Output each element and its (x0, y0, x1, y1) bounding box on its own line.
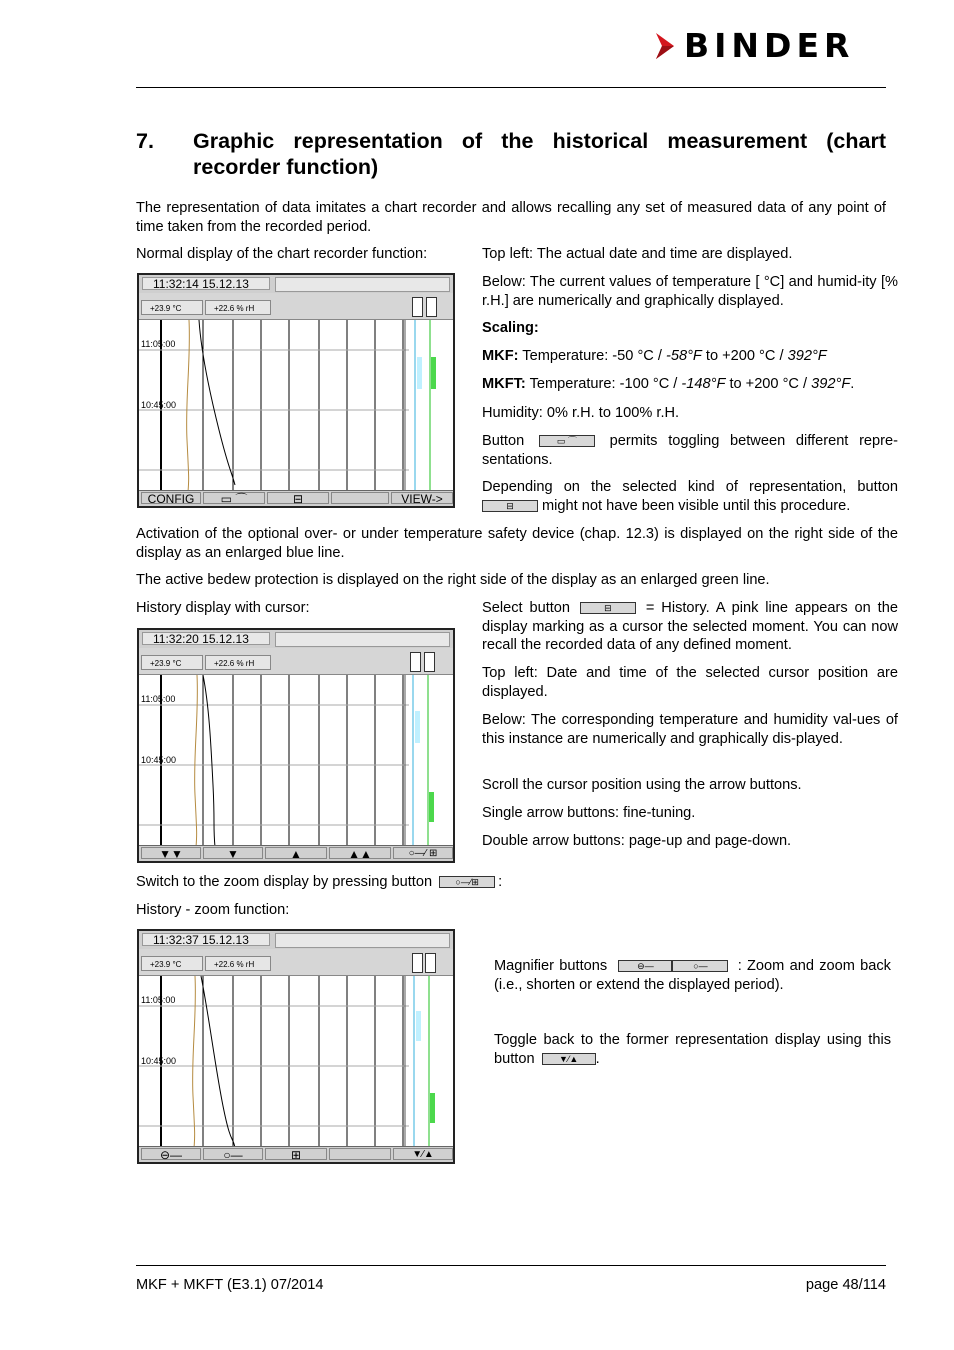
y-label-1: 11:05:00 (141, 995, 176, 1005)
humidity-bar-icon (426, 297, 437, 317)
screen-time: 11:32:20 15.12.13 (142, 632, 270, 645)
b1-depending-para: Depending on the selected kind of representation, button ⊟ might not have been visible until this procedure. (482, 479, 898, 514)
b1-p2: Below: The current values of temperature [ °C] and humid-ity [% r.H.] are numerically and graphically displayed. (482, 274, 898, 309)
zoom-in-icon: ⊖— (618, 960, 672, 972)
history-button-icon: ⊟ (580, 602, 636, 614)
temp-value: +23.9 °C (141, 655, 203, 670)
brand-logo (654, 26, 886, 65)
screen-time: 11:32:14 15.12.13 (142, 277, 270, 290)
b1-button-para: Button ▭ ⌒ permits toggling between different repre-sentations. (482, 433, 898, 468)
view-button[interactable]: VIEW-> (391, 492, 453, 504)
zoom-switch-button[interactable]: ○—⁄ ⊞ (393, 847, 453, 859)
header-rule (136, 87, 886, 88)
caption-zoom-function: History - zoom function: (136, 902, 290, 918)
humidity-bar-icon (424, 652, 435, 672)
history-button-icon: ⊟ (482, 500, 538, 512)
zoom-out-button[interactable]: ○— (203, 1148, 263, 1160)
chart-grid (139, 320, 453, 492)
b1-scaling: Scaling: (482, 320, 539, 336)
b1-mkf: MKF: Temperature: -50 °C / -58°F to +200 °C / 392°F (482, 348, 827, 364)
activation-paragraph: Activation of the optional over- or under temperature safety device (chap. 12.3) is displayed on the right side of the display as an enlarged blue line. (136, 526, 898, 561)
zoom-switch-paragraph: Switch to the zoom display by pressing button ○—⁄⊞ : (136, 874, 503, 890)
y-label-1: 11:05:00 (141, 339, 176, 349)
b2-p5: Single arrow buttons: fine-tuning. (482, 805, 696, 821)
y-label-2: 10:45:00 (141, 1056, 177, 1066)
empty-button[interactable] (331, 492, 389, 504)
humidity-value: +22.6 % rH (205, 956, 271, 971)
chart-grid (139, 976, 453, 1148)
b1-humidity: Humidity: 0% r.H. to 100% r.H. (482, 405, 680, 421)
footer-rule (136, 1265, 886, 1266)
toggle-representation-button[interactable]: ▭ ⌒ (203, 492, 265, 504)
step-up-button[interactable]: ▲ (265, 847, 327, 859)
b1-mkft: MKFT: Temperature: -100 °C / -148°F to +200 °C / 392°F. (482, 376, 855, 392)
temp-bar-icon (412, 297, 423, 317)
back-button-icon: ▼⁄▲ (542, 1053, 596, 1065)
intro-paragraph: The representation of data imitates a chart recorder and allows recalling any set of measured data of any point of time taken from the recorded period. (136, 200, 886, 235)
zoom-toggle-button[interactable]: ⊞ (265, 1148, 327, 1160)
back-to-history-button[interactable]: ▼⁄▲ (393, 1148, 453, 1160)
history-button[interactable]: ⊟ (267, 492, 329, 504)
section-number: 7. (136, 129, 154, 153)
y-label-2: 10:45:00 (141, 755, 177, 765)
config-button[interactable]: CONFIG (141, 492, 201, 504)
temp-value: +23.9 °C (141, 956, 203, 971)
humidity-bar-icon (425, 953, 436, 973)
humidity-value: +22.6 % rH (205, 655, 271, 670)
section-title-line2: recorder function) (193, 155, 379, 179)
temp-bar-icon (410, 652, 421, 672)
screen-zoom-function (137, 929, 455, 1164)
b2-p3: Below: The corresponding temperature and humidity val-ues of this instance are numerically and graphically dis-played. (482, 712, 898, 747)
b2-p4: Scroll the cursor position using the arrow buttons. (482, 777, 802, 793)
temp-bar-icon (412, 953, 423, 973)
page-down-button[interactable]: ▼▼ (141, 847, 201, 859)
empty-button[interactable] (329, 1148, 391, 1160)
footer-right: page 48/114 (805, 1277, 886, 1293)
caption-normal-display: Normal display of the chart recorder function: (136, 246, 428, 262)
b3-p2: Toggle back to the former representation display using this button ▼⁄▲ . (494, 1032, 891, 1067)
b2-p6: Double arrow buttons: page-up and page-down. (482, 833, 792, 849)
toggle-button-icon: ▭ ⌒ (539, 435, 595, 447)
y-label-2: 10:45:00 (141, 400, 177, 410)
b3-p1: Magnifier buttons ⊖— ○— : Zoom and zoom back (i.e., shorten or extend the displayed period). (494, 958, 891, 993)
y-label-1: 11:05:00 (141, 694, 176, 704)
zoom-in-button[interactable]: ⊖— (141, 1148, 201, 1160)
b1-p1: Top left: The actual date and time are displayed. (482, 246, 793, 262)
humidity-value: +22.6 % rH (205, 300, 271, 315)
section-title-line1: Graphic representation of the historical measurement (chart (193, 129, 886, 153)
zoom-switch-icon: ○—⁄⊞ (439, 876, 495, 888)
footer-left: MKF + MKFT (E3.1) 07/2014 (136, 1277, 324, 1293)
brand-name: BINDER (684, 26, 855, 65)
screen-history-display (137, 628, 455, 863)
zoom-out-icon: ○— (672, 960, 728, 972)
caption-history-display: History display with cursor: (136, 600, 310, 616)
page-up-button[interactable]: ▲▲ (329, 847, 391, 859)
bedew-paragraph: The active bedew protection is displayed on the right side of the display as an enlarged green line. (136, 572, 770, 588)
b2-p2: Top left: Date and time of the selected cursor position are displayed. (482, 665, 898, 700)
step-down-button[interactable]: ▼ (203, 847, 263, 859)
temp-value: +23.9 °C (141, 300, 203, 315)
b2-p1: Select button ⊟ = History. A pink line appears on the display marking as a cursor the selected moment. You can now recall the recorded data of any defined moment. (482, 600, 898, 653)
screen-time: 11:32:37 15.12.13 (142, 933, 270, 946)
chart-grid (139, 675, 453, 847)
screen-normal-display (137, 273, 455, 508)
